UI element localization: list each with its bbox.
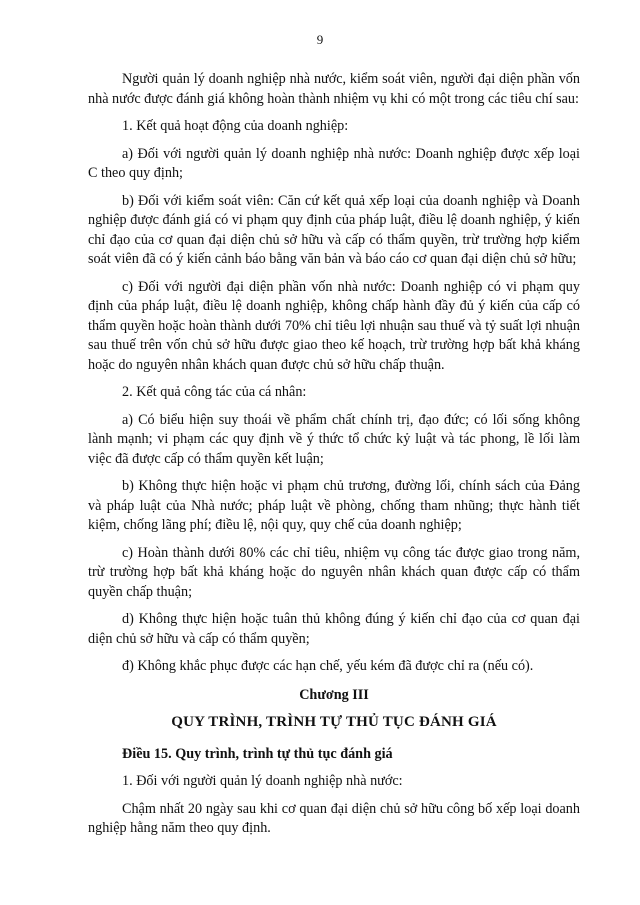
paragraph-item-1: 1. Kết quả hoạt động của doanh nghiệp: bbox=[122, 118, 349, 134]
paragraph-item-2d: d) Không thực hiện hoặc tuân thủ không đúng ý kiến chỉ đạo của cơ quan đại diện chủ sở hữu và cấp có thẩm quyền; bbox=[88, 611, 580, 647]
page-number: 9 bbox=[316, 32, 324, 47]
paragraph-item-2: 2. Kết quả công tác của cá nhân: bbox=[122, 384, 307, 400]
paragraph-intro: Người quản lý doanh nghiệp nhà nước, kiểm soát viên, người đại diện phần vốn nhà nước được đánh giá không hoàn thành nhiệm vụ khi có một trong các tiêu chí sau: bbox=[88, 71, 580, 107]
paragraph-item-2dd: đ) Không khắc phục được các hạn chế, yếu kém đã được chỉ ra (nếu có). bbox=[122, 658, 534, 674]
chapter-label: Chương III bbox=[299, 686, 369, 703]
article-heading-text: Điều 15. Quy trình, trình tự thủ tục đánh giá bbox=[122, 745, 393, 762]
paragraph-item-2a: a) Có biểu hiện suy thoái về phẩm chất chính trị, đạo đức; có lối sống không lành mạnh; vi phạm các quy định về ý thức tổ chức kỷ luật và tác phong, lề lối làm việc đã được cấp có thẩm quyền kết luận; bbox=[88, 411, 580, 467]
paragraph-article-deadline: Chậm nhất 20 ngày sau khi cơ quan đại diện chủ sở hữu công bố xếp loại doanh nghiệp hằng năm theo quy định. bbox=[88, 800, 580, 836]
paragraph-item-2c: c) Hoàn thành dưới 80% các chỉ tiêu, nhiệm vụ công tác được giao trong năm, trừ trường hợp bất khả kháng hoặc do nguyên nhân khách quan được cấp có thẩm quyền chấp thuận; bbox=[88, 544, 580, 600]
chapter-title: QUY TRÌNH, TRÌNH TỰ THỦ TỤC ĐÁNH GIÁ bbox=[171, 713, 497, 730]
article-heading bbox=[88, 745, 580, 765]
paragraph-article-item-1: 1. Đối với người quản lý doanh nghiệp nhà nước: bbox=[122, 773, 403, 789]
paragraph-item-1c: c) Đối với người đại diện phần vốn nhà nước: Doanh nghiệp có vi phạm quy định của pháp luật, điều lệ doanh nghiệp, không chấp hành đầy đủ ý kiến của cấp có thẩm quyền hoặc hoàn thành dưới 70% chỉ tiêu lợi nhuận sau thuế và tỷ suất lợi nhuận sau thuế trên vốn chủ sở hữu được giao theo kế hoạch, trừ trường hợp bất khả kháng hoặc do nguyên nhân khách quan được chủ sở hữu chấp thuận. bbox=[88, 278, 580, 373]
paragraph-item-1a: a) Đối với người quản lý doanh nghiệp nhà nước: Doanh nghiệp được xếp loại C theo quy định; bbox=[88, 145, 580, 181]
paragraph-item-1b: b) Đối với kiểm soát viên: Căn cứ kết quả xếp loại của doanh nghiệp và Doanh nghiệp được đánh giá có vi phạm quy định của pháp luật, điều lệ doanh nghiệp, ý kiến chỉ đạo của cơ quan đại diện chủ sở hữu và cấp có thẩm quyền, trừ trường hợp kiểm soát viên đã có ý kiến cảnh báo bằng văn bản và báo cáo cơ quan đại diện chủ sở hữu; bbox=[88, 192, 580, 267]
paragraph-item-2b: b) Không thực hiện hoặc vi phạm chủ trương, đường lối, chính sách của Đảng và pháp luật của Nhà nước; pháp luật về phòng, chống tham nhũng; thực hành tiết kiệm, chống lãng phí; điều lệ, nội quy, quy chế của doanh nghiệp; bbox=[88, 478, 580, 533]
